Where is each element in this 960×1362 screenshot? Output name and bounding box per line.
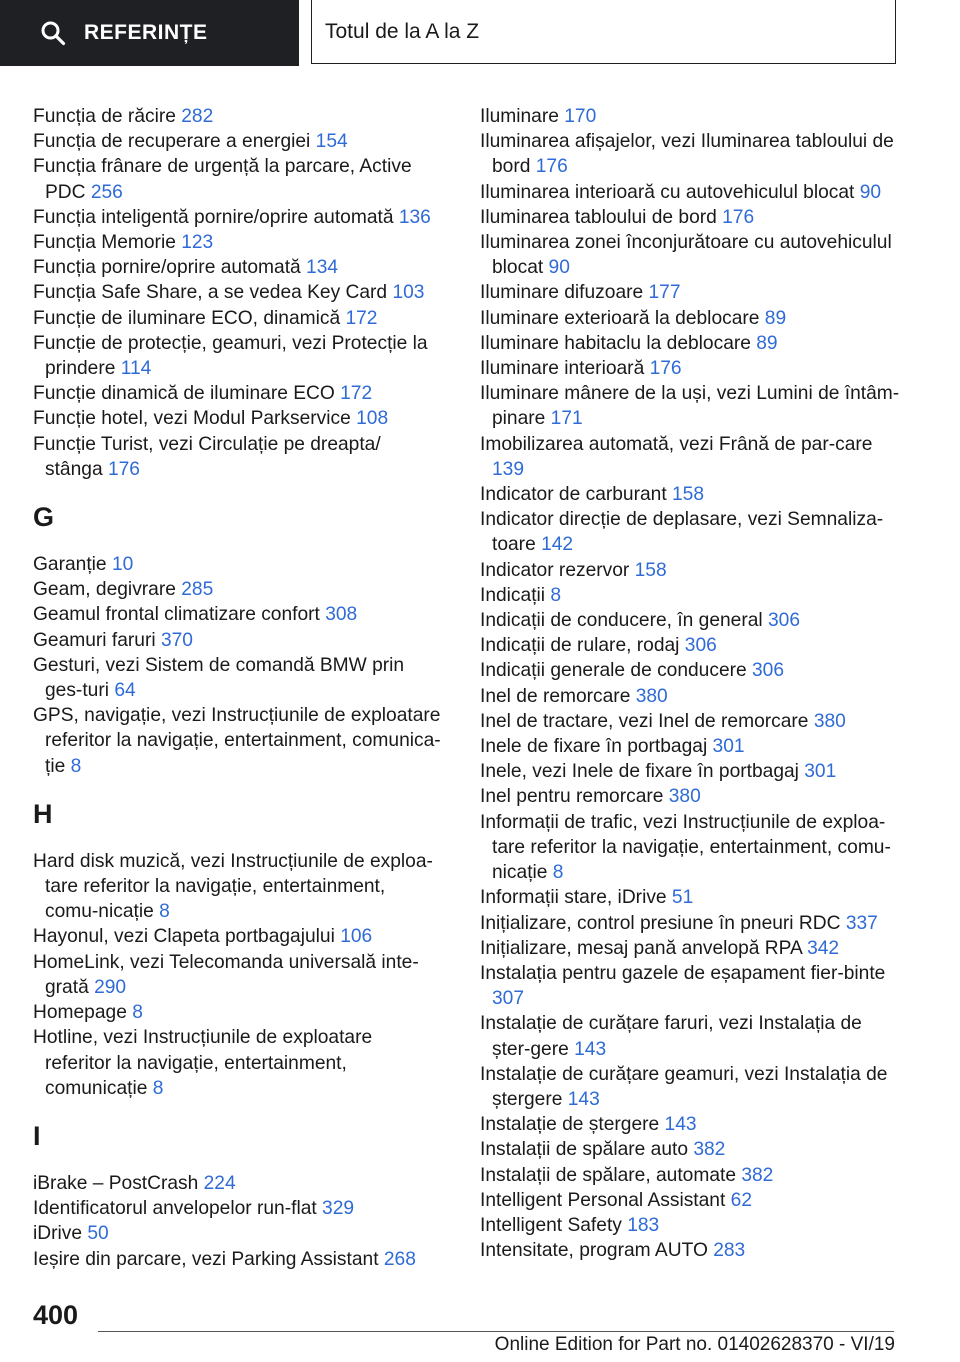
index-entry <box>480 558 900 583</box>
index-entry-text: Informații stare, iDrive <box>480 887 672 909</box>
index-entry-text: Indicații de rulare, rodaj <box>480 635 685 657</box>
page-link[interactable]: 89 <box>764 307 787 329</box>
index-entry-text: Iluminare exterioară la deblocare <box>480 307 765 329</box>
index-entry <box>480 1188 900 1213</box>
page-link[interactable]: 176 <box>107 458 140 480</box>
page-link[interactable]: 50 <box>87 1223 109 1245</box>
index-entry <box>480 911 900 936</box>
index-letter-heading: I <box>33 1120 41 1151</box>
page-link[interactable]: 329 <box>322 1198 355 1220</box>
page-link[interactable]: 123 <box>181 232 214 254</box>
index-entry <box>480 180 900 205</box>
index-entry-text: Instalație de ștergere <box>480 1114 665 1136</box>
page-link[interactable]: 176 <box>649 358 682 380</box>
index-entry-text: Instalația pentru gazele de eșapament fier-binte <box>480 962 886 984</box>
section-title-tab[interactable] <box>311 0 896 64</box>
index-entry <box>480 709 900 734</box>
index-entry <box>480 684 900 709</box>
index-entry-text: Geam, degivrare <box>33 579 182 601</box>
page-link[interactable]: 306 <box>684 635 717 657</box>
index-entry-text: Iluminarea interioară cu autovehiculul blocat <box>480 181 860 203</box>
index-entry-text: Identificatorul anvelopelor run-flat <box>33 1198 323 1220</box>
page-link[interactable]: 64 <box>114 680 136 702</box>
index-entry-text: Inițializare, control presiune în pneuri RDC <box>480 912 846 934</box>
index-entry <box>480 356 900 381</box>
index-entry <box>33 653 443 703</box>
index-entry <box>33 280 443 305</box>
index-entry <box>480 759 900 784</box>
page-link[interactable]: 171 <box>550 408 583 430</box>
index-entry-text: Inel de remorcare <box>480 685 636 707</box>
page-link[interactable]: 380 <box>635 685 668 707</box>
index-entry <box>480 482 900 507</box>
index-entry-text: Iluminare <box>480 106 565 127</box>
index-entry-text: GPS, navigație, vezi Instrucțiunile de exploatare referitor la navigație, entertainment, comunica-ție <box>33 705 441 777</box>
page-number: 400 <box>33 1300 79 1330</box>
search-icon <box>40 20 66 46</box>
index-letter-heading: H <box>33 798 53 829</box>
index-entry-text: Indicator de carburant <box>480 484 672 506</box>
index-entry-text: Ieșire din parcare, vezi Parking Assistant <box>33 1248 384 1270</box>
index-entry <box>480 432 900 482</box>
section-title: Totul de la A la Z <box>325 19 480 43</box>
index-entry-text: Funcția de răcire <box>33 106 182 127</box>
index-entry <box>480 633 900 658</box>
page-link[interactable]: 308 <box>325 604 358 626</box>
index-entry-text: Indicații <box>480 584 551 606</box>
page-link[interactable]: 143 <box>664 1114 697 1136</box>
page-link[interactable]: 8 <box>70 755 82 777</box>
page-link[interactable]: 285 <box>181 579 214 601</box>
index-entry <box>33 628 443 653</box>
index-entry <box>33 1171 443 1196</box>
index-entry <box>33 703 443 779</box>
index-entry-text: Inel pentru remorcare <box>480 786 669 808</box>
page-link[interactable]: 108 <box>356 408 389 430</box>
page-link[interactable]: 306 <box>768 610 801 632</box>
index-entry <box>33 230 443 255</box>
page-link[interactable]: 51 <box>671 887 694 909</box>
page-link[interactable]: 370 <box>160 629 193 651</box>
index-entry <box>33 1196 443 1221</box>
page-link[interactable]: 136 <box>398 206 431 228</box>
index-entry-text: iDrive <box>33 1223 88 1245</box>
footer-edition: Online Edition for Part no. 01402628370 - VI/19 <box>494 1334 895 1355</box>
page-link[interactable]: 134 <box>306 257 339 279</box>
page-link[interactable]: 177 <box>648 282 681 304</box>
page-link[interactable]: 282 <box>181 106 214 127</box>
page-link[interactable]: 307 <box>492 988 525 1010</box>
index-entry-text: Iluminarea tabloului de bord <box>480 206 723 228</box>
page-link[interactable]: 176 <box>722 206 755 228</box>
page-link[interactable]: 172 <box>340 383 373 405</box>
page-link[interactable]: 306 <box>752 660 785 682</box>
index-entry-text: Funcția Memorie <box>33 232 182 254</box>
page-link[interactable]: 301 <box>712 736 745 758</box>
index-entry-text: HomeLink, vezi Telecomanda universală inte-grată <box>33 951 419 998</box>
index-entry-text: Funcția Safe Share, a se vedea Key Card <box>33 282 393 304</box>
index-entry-text: Hard disk muzică, vezi Instrucțiunile de exploa-tare referitor la navigație, entertainment, comu-nicație <box>33 850 433 923</box>
index-entry <box>480 104 900 129</box>
index-entry <box>480 1112 900 1137</box>
page-link[interactable]: 142 <box>541 534 574 556</box>
index-entry-text: Indicații generale de conducere <box>480 660 753 682</box>
index-entry <box>33 154 443 204</box>
index-entry <box>480 734 900 759</box>
index-letter-heading: G <box>33 502 55 533</box>
page-link[interactable]: 114 <box>120 358 152 380</box>
index-entry <box>480 230 900 280</box>
index-entry-text: Garanție <box>33 554 112 576</box>
index-entry-text: Intelligent Safety <box>480 1214 628 1236</box>
page-link[interactable]: 283 <box>713 1240 746 1262</box>
page-link[interactable]: 382 <box>741 1164 774 1186</box>
index-entry-text: Funcție hotel, vezi Modul Parkservice <box>33 408 357 430</box>
page-link[interactable]: 380 <box>813 710 846 732</box>
index-entry <box>480 381 900 431</box>
index-entry <box>33 129 443 154</box>
index-entry <box>480 1163 900 1188</box>
page-header <box>0 0 960 66</box>
index-entry <box>33 381 443 406</box>
index-entry-text: Funcția frânare de urgență la parcare, Active PDC <box>33 156 412 203</box>
page-link[interactable]: 90 <box>859 181 882 203</box>
index-entry <box>480 784 900 809</box>
index-entry <box>480 306 900 331</box>
index-entry <box>33 552 443 577</box>
index-entry <box>480 936 900 961</box>
index-entry-text: Funcția de recuperare a energiei <box>33 131 316 153</box>
index-entry <box>480 583 900 608</box>
index-entry-text: Hotline, vezi Instrucțiunile de exploatare referitor la navigație, entertainment, comunicație <box>33 1027 373 1099</box>
index-entry-text: Funcția pornire/oprire automată <box>33 257 307 279</box>
page-link[interactable]: 10 <box>111 554 134 576</box>
page-link[interactable]: 301 <box>804 761 837 783</box>
index-entry-text: Intelligent Personal Assistant <box>480 1189 731 1211</box>
page-link[interactable]: 8 <box>552 862 564 884</box>
page-link[interactable]: 256 <box>90 181 123 203</box>
index-entry <box>33 331 443 381</box>
index-entry-text: Instalație de curățare faruri, vezi Instalația de șter-gere <box>480 1013 862 1060</box>
index-entry-text: Intensitate, program AUTO <box>480 1240 714 1262</box>
search-tab[interactable] <box>0 0 299 66</box>
index-entry <box>33 306 443 331</box>
index-entry <box>33 205 443 230</box>
index-entry <box>33 406 443 431</box>
page-link[interactable]: 103 <box>392 282 425 304</box>
page-link[interactable]: 8 <box>132 1002 143 1024</box>
page-link[interactable]: 8 <box>152 1077 164 1099</box>
index-entry-text: Informații de trafic, vezi Instrucțiunile de exploa-tare referitor la navigație, entertainment, comu-nicație <box>480 811 891 884</box>
page-link[interactable]: 224 <box>203 1172 236 1194</box>
page-link[interactable]: 342 <box>807 937 840 959</box>
index-entry <box>480 129 900 179</box>
index-entry-text: Iluminare mânere de la uși, vezi Lumini de întâm-pinare <box>480 383 900 430</box>
index-entry-text: Inel de tractare, vezi Inel de remorcare <box>480 710 814 732</box>
index-entry <box>480 331 900 356</box>
index-entry-text: Imobilizarea automată, vezi Frână de par-care <box>480 433 873 455</box>
page-link[interactable]: 8 <box>550 584 562 606</box>
page-link[interactable]: 154 <box>315 131 348 153</box>
index-entry <box>480 885 900 910</box>
page-link[interactable]: 382 <box>693 1139 726 1161</box>
index-entry-text: Geamuri faruri <box>33 629 161 651</box>
index-entry <box>480 1137 900 1162</box>
index-entry-text: Funcția inteligentă pornire/oprire automată <box>33 206 399 228</box>
page-link[interactable]: 170 <box>564 106 597 127</box>
index-entry-text: Indicații de conducere, în general <box>480 610 768 632</box>
index-entry <box>480 608 900 633</box>
search-tab-label: REFERINȚE <box>84 21 208 44</box>
index-entry-text: Funcție de iluminare ECO, dinamică <box>33 307 346 329</box>
index-entry-text: Inele, vezi Inele de fixare în portbagaj <box>480 761 805 783</box>
page-link[interactable]: 158 <box>672 484 705 506</box>
index-entry <box>480 810 900 886</box>
index-entry-text: Indicator direcție de deplasare, vezi Semnaliza-toare <box>480 509 884 556</box>
index-entry-text: Instalație de curățare geamuri, vezi Instalația de ștergere <box>480 1063 888 1110</box>
page-link[interactable]: 143 <box>574 1038 607 1060</box>
index-entry <box>33 104 443 129</box>
index-entry-text: Hayonul, vezi Clapeta portbagajului <box>33 926 341 948</box>
index-entry-text: Inele de fixare în portbagaj <box>480 736 713 758</box>
page-link[interactable]: 90 <box>548 257 570 279</box>
index-entry-text: Funcție de protecție, geamuri, vezi Protecție la prindere <box>33 332 428 380</box>
index-column-left <box>33 104 443 1272</box>
page-link[interactable]: 380 <box>668 786 701 808</box>
index-entry-text: Instalații de spălare auto <box>480 1139 694 1161</box>
page-link[interactable]: 290 <box>94 976 127 998</box>
index-entry-text: Homepage <box>33 1002 133 1024</box>
index-entry-text: Funcție Turist, vezi Circulație pe dreapta/ stânga <box>33 433 381 480</box>
index-entry-text: Iluminare habitaclu la deblocare <box>480 332 757 354</box>
index-entry <box>480 1238 900 1263</box>
index-entry <box>33 849 443 925</box>
index-entry <box>33 1247 443 1272</box>
index-entry <box>33 602 443 627</box>
index-entry-text: Iluminarea zonei înconjurătoare cu autovehiculul blocat <box>480 232 892 279</box>
index-entry <box>33 1000 443 1025</box>
index-entry-text: Instalații de spălare, automate <box>480 1164 742 1186</box>
index-entry-text: Gesturi, vezi Sistem de comandă BMW prin ges-turi <box>33 654 405 702</box>
index-entry <box>33 1025 443 1101</box>
index-entry-text: Inițializare, mesaj pană anvelopă RPA <box>480 937 808 959</box>
index-entry <box>480 658 900 683</box>
page-link[interactable]: 139 <box>492 458 525 480</box>
footer-divider <box>98 1331 894 1332</box>
page-link[interactable]: 268 <box>383 1248 416 1270</box>
page-link[interactable]: 337 <box>845 912 878 934</box>
index-entry <box>480 280 900 305</box>
page-link[interactable]: 143 <box>567 1088 600 1110</box>
index-column-right <box>480 104 900 1263</box>
index-entry-text: Iluminare difuzoare <box>480 282 649 304</box>
index-entry <box>480 1213 900 1238</box>
page-link[interactable]: 8 <box>159 901 170 923</box>
index-entry-text: Geamul frontal climatizare confort <box>33 604 326 626</box>
index-entry <box>480 1011 900 1061</box>
index-entry-text: Iluminarea afișajelor, vezi Iluminarea tabloului de bord <box>480 131 894 178</box>
page-link[interactable]: 176 <box>535 156 568 178</box>
page-link[interactable]: 62 <box>730 1189 752 1211</box>
index-entry-text: Indicator rezervor <box>480 559 635 581</box>
page-link[interactable]: 183 <box>627 1214 660 1236</box>
index-entry <box>33 950 443 1000</box>
index-entry <box>33 577 443 602</box>
page-link[interactable]: 106 <box>340 926 373 948</box>
page-link[interactable]: 158 <box>634 559 667 581</box>
index-entry-text: Funcție dinamică de iluminare ECO <box>33 383 341 405</box>
index-entry <box>480 507 900 557</box>
index-entry <box>33 432 443 482</box>
index-entry-text: Iluminare interioară <box>480 358 650 380</box>
index-entry <box>33 255 443 280</box>
page-link[interactable]: 89 <box>756 332 778 354</box>
index-entry <box>33 924 443 949</box>
index-entry <box>33 1221 443 1246</box>
index-entry-text: iBrake – PostCrash <box>33 1172 204 1194</box>
index-entry <box>480 205 900 230</box>
index-entry <box>480 1062 900 1112</box>
index-entry <box>480 961 900 1011</box>
page-link[interactable]: 172 <box>345 307 378 329</box>
